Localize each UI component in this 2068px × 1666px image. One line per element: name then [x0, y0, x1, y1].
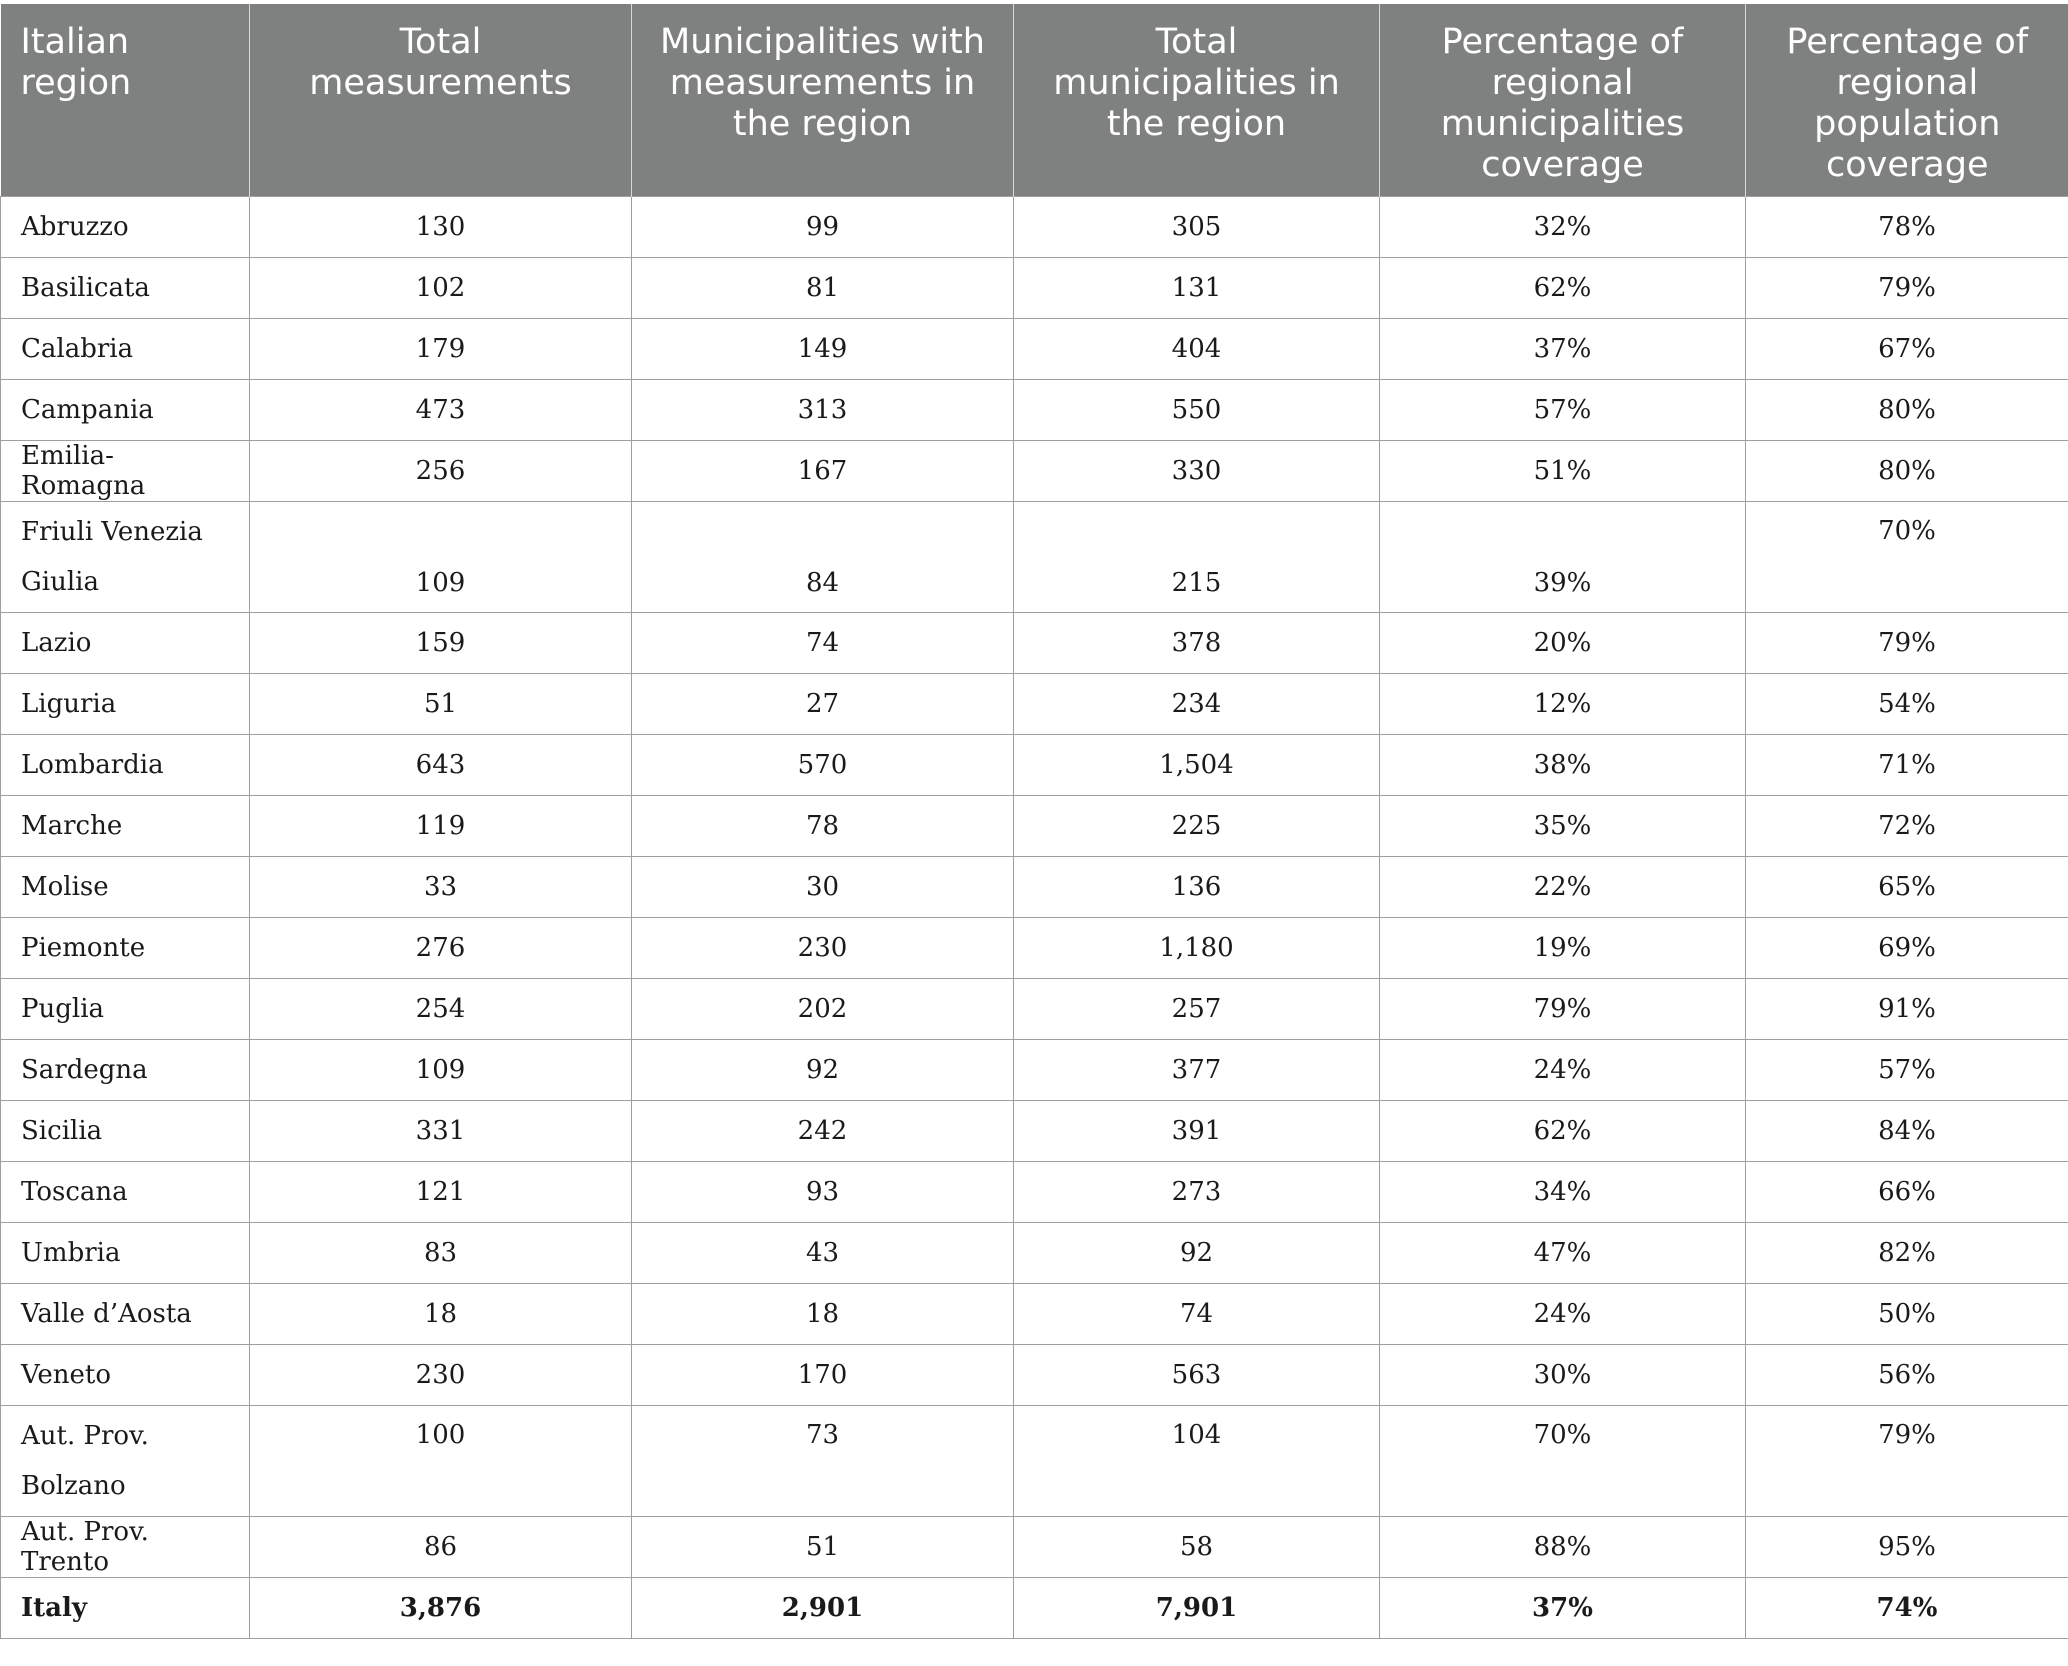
cell-total-measurements: 121	[250, 1162, 632, 1223]
cell-municipalities-coverage: 19%	[1380, 918, 1746, 979]
table-row	[1, 197, 2068, 258]
cell-region: Campania	[1, 380, 250, 441]
table-container	[0, 4, 2068, 1639]
table-row	[1, 441, 2068, 502]
cell-region: Lazio	[1, 613, 250, 674]
cell-total-municipalities: 1,180	[1014, 918, 1380, 979]
cell-total-measurements: 230	[250, 1345, 632, 1406]
cell-total-municipalities: 131	[1014, 258, 1380, 319]
cell-municipalities-with-measurements: 167	[632, 441, 1014, 502]
cell-region: Liguria	[1, 674, 250, 735]
header-italian-region: Italian region	[1, 4, 250, 197]
cell-region: Aut. Prov. Bolzano	[1, 1406, 250, 1517]
cell-total-measurements: 109	[250, 1040, 632, 1101]
cell-population-coverage: 91%	[1746, 979, 2068, 1040]
cell-total-measurements: 51	[250, 674, 632, 735]
cell-total-measurements: 331	[250, 1101, 632, 1162]
header-row	[1, 4, 2068, 197]
cell-total-measurements: 256	[250, 441, 632, 502]
total-cell-total-measurements: 3,876	[250, 1578, 632, 1639]
table-row	[1, 1101, 2068, 1162]
header-total-measurements: Total measurements	[250, 4, 632, 197]
table-row	[1, 1223, 2068, 1284]
cell-total-municipalities: 92	[1014, 1223, 1380, 1284]
cell-population-coverage: 65%	[1746, 857, 2068, 918]
cell-region: Puglia	[1, 979, 250, 1040]
cell-municipalities-coverage: 70%	[1380, 1406, 1746, 1517]
cell-total-municipalities: 74	[1014, 1284, 1380, 1345]
cell-population-coverage: 78%	[1746, 197, 2068, 258]
cell-total-municipalities: 377	[1014, 1040, 1380, 1101]
cell-total-municipalities: 225	[1014, 796, 1380, 857]
cell-municipalities-coverage: 32%	[1380, 197, 1746, 258]
cell-total-measurements: 473	[250, 380, 632, 441]
cell-population-coverage: 71%	[1746, 735, 2068, 796]
cell-total-municipalities: 1,504	[1014, 735, 1380, 796]
cell-region: Calabria	[1, 319, 250, 380]
cell-total-municipalities: 563	[1014, 1345, 1380, 1406]
table-row	[1, 674, 2068, 735]
header-municipalities-with-measurements: Municipalities with measurements in the region	[632, 4, 1014, 197]
cell-municipalities-coverage: 12%	[1380, 674, 1746, 735]
cell-municipalities-coverage: 30%	[1380, 1345, 1746, 1406]
cell-region: Molise	[1, 857, 250, 918]
table-row	[1, 1162, 2068, 1223]
cell-total-measurements: 643	[250, 735, 632, 796]
cell-total-municipalities: 104	[1014, 1406, 1380, 1517]
cell-total-municipalities: 215	[1014, 502, 1380, 613]
cell-population-coverage: 80%	[1746, 380, 2068, 441]
cell-population-coverage: 84%	[1746, 1101, 2068, 1162]
cell-municipalities-coverage: 35%	[1380, 796, 1746, 857]
cell-municipalities-with-measurements: 43	[632, 1223, 1014, 1284]
cell-population-coverage: 67%	[1746, 319, 2068, 380]
cell-municipalities-coverage: 79%	[1380, 979, 1746, 1040]
table-row	[1, 1517, 2068, 1578]
cell-region: Toscana	[1, 1162, 250, 1223]
cell-total-measurements: 276	[250, 918, 632, 979]
cell-region: Emilia-Romagna	[1, 441, 250, 502]
cell-total-municipalities: 305	[1014, 197, 1380, 258]
cell-municipalities-with-measurements: 313	[632, 380, 1014, 441]
table-row	[1, 380, 2068, 441]
cell-municipalities-with-measurements: 202	[632, 979, 1014, 1040]
table-row	[1, 502, 2068, 613]
table-row	[1, 1040, 2068, 1101]
cell-region: Umbria	[1, 1223, 250, 1284]
cell-total-measurements: 33	[250, 857, 632, 918]
table-row	[1, 857, 2068, 918]
cell-population-coverage: 79%	[1746, 258, 2068, 319]
cell-region: Abruzzo	[1, 197, 250, 258]
cell-total-municipalities: 404	[1014, 319, 1380, 380]
cell-municipalities-coverage: 62%	[1380, 258, 1746, 319]
cell-total-measurements: 254	[250, 979, 632, 1040]
cell-region: Veneto	[1, 1345, 250, 1406]
table-row	[1, 918, 2068, 979]
cell-population-coverage: 79%	[1746, 613, 2068, 674]
cell-population-coverage: 56%	[1746, 1345, 2068, 1406]
cell-municipalities-with-measurements: 242	[632, 1101, 1014, 1162]
table-row	[1, 796, 2068, 857]
cell-total-municipalities: 550	[1014, 380, 1380, 441]
cell-population-coverage: 82%	[1746, 1223, 2068, 1284]
cell-total-municipalities: 234	[1014, 674, 1380, 735]
cell-municipalities-coverage: 34%	[1380, 1162, 1746, 1223]
cell-region: Marche	[1, 796, 250, 857]
cell-municipalities-with-measurements: 73	[632, 1406, 1014, 1517]
cell-municipalities-with-measurements: 30	[632, 857, 1014, 918]
cell-municipalities-with-measurements: 99	[632, 197, 1014, 258]
table-row	[1, 319, 2068, 380]
cell-total-municipalities: 136	[1014, 857, 1380, 918]
table-row	[1, 1284, 2068, 1345]
cell-total-municipalities: 257	[1014, 979, 1380, 1040]
total-cell-population-coverage: 74%	[1746, 1578, 2068, 1639]
cell-municipalities-coverage: 51%	[1380, 441, 1746, 502]
cell-municipalities-with-measurements: 78	[632, 796, 1014, 857]
table-row	[1, 1345, 2068, 1406]
cell-municipalities-coverage: 88%	[1380, 1517, 1746, 1578]
header-total-municipalities: Total municipalities in the region	[1014, 4, 1380, 197]
cell-total-municipalities: 58	[1014, 1517, 1380, 1578]
cell-region: Sardegna	[1, 1040, 250, 1101]
cell-total-measurements: 83	[250, 1223, 632, 1284]
cell-population-coverage: 54%	[1746, 674, 2068, 735]
table-row	[1, 979, 2068, 1040]
table-row	[1, 258, 2068, 319]
cell-municipalities-coverage: 24%	[1380, 1040, 1746, 1101]
cell-total-municipalities: 378	[1014, 613, 1380, 674]
cell-total-measurements: 102	[250, 258, 632, 319]
total-cell-region: Italy	[1, 1578, 250, 1639]
total-cell-municipalities-coverage: 37%	[1380, 1578, 1746, 1639]
cell-municipalities-coverage: 57%	[1380, 380, 1746, 441]
cell-total-measurements: 100	[250, 1406, 632, 1517]
cell-population-coverage: 80%	[1746, 441, 2068, 502]
cell-population-coverage: 69%	[1746, 918, 2068, 979]
cell-municipalities-coverage: 37%	[1380, 319, 1746, 380]
cell-municipalities-coverage: 22%	[1380, 857, 1746, 918]
cell-total-measurements: 18	[250, 1284, 632, 1345]
cell-total-municipalities: 273	[1014, 1162, 1380, 1223]
cell-municipalities-coverage: 47%	[1380, 1223, 1746, 1284]
cell-population-coverage: 95%	[1746, 1517, 2068, 1578]
cell-region: Valle d’Aosta	[1, 1284, 250, 1345]
table-row	[1, 735, 2068, 796]
table-row	[1, 1406, 2068, 1517]
cell-region: Piemonte	[1, 918, 250, 979]
total-cell-total-municipalities: 7,901	[1014, 1578, 1380, 1639]
header-municipalities-coverage: Percentage of regional municipalities coverage	[1380, 4, 1746, 197]
cell-total-measurements: 179	[250, 319, 632, 380]
region-coverage-table	[0, 4, 2068, 1639]
cell-total-measurements: 86	[250, 1517, 632, 1578]
cell-municipalities-with-measurements: 149	[632, 319, 1014, 380]
cell-municipalities-with-measurements: 84	[632, 502, 1014, 613]
cell-population-coverage: 57%	[1746, 1040, 2068, 1101]
cell-municipalities-with-measurements: 92	[632, 1040, 1014, 1101]
cell-total-measurements: 109	[250, 502, 632, 613]
cell-region: Friuli Venezia Giulia	[1, 502, 250, 613]
cell-municipalities-coverage: 62%	[1380, 1101, 1746, 1162]
cell-municipalities-with-measurements: 170	[632, 1345, 1014, 1406]
cell-region: Lombardia	[1, 735, 250, 796]
table-body	[1, 197, 2068, 1639]
cell-population-coverage: 70%	[1746, 502, 2068, 613]
cell-municipalities-coverage: 20%	[1380, 613, 1746, 674]
cell-total-measurements: 119	[250, 796, 632, 857]
cell-region: Sicilia	[1, 1101, 250, 1162]
cell-municipalities-coverage: 39%	[1380, 502, 1746, 613]
header-population-coverage: Percentage of regional population coverage	[1746, 4, 2068, 197]
table-row	[1, 613, 2068, 674]
cell-total-measurements: 159	[250, 613, 632, 674]
cell-population-coverage: 72%	[1746, 796, 2068, 857]
cell-population-coverage: 79%	[1746, 1406, 2068, 1517]
cell-region: Basilicata	[1, 258, 250, 319]
table-row-total	[1, 1578, 2068, 1639]
cell-municipalities-with-measurements: 27	[632, 674, 1014, 735]
cell-total-measurements: 130	[250, 197, 632, 258]
cell-municipalities-with-measurements: 74	[632, 613, 1014, 674]
cell-population-coverage: 50%	[1746, 1284, 2068, 1345]
cell-municipalities-with-measurements: 570	[632, 735, 1014, 796]
cell-total-municipalities: 391	[1014, 1101, 1380, 1162]
cell-municipalities-with-measurements: 51	[632, 1517, 1014, 1578]
cell-municipalities-with-measurements: 230	[632, 918, 1014, 979]
cell-region: Aut. Prov. Trento	[1, 1517, 250, 1578]
cell-population-coverage: 66%	[1746, 1162, 2068, 1223]
cell-total-municipalities: 330	[1014, 441, 1380, 502]
cell-municipalities-coverage: 38%	[1380, 735, 1746, 796]
total-cell-municipalities-with-measurements: 2,901	[632, 1578, 1014, 1639]
cell-municipalities-coverage: 24%	[1380, 1284, 1746, 1345]
cell-municipalities-with-measurements: 81	[632, 258, 1014, 319]
cell-municipalities-with-measurements: 93	[632, 1162, 1014, 1223]
cell-municipalities-with-measurements: 18	[632, 1284, 1014, 1345]
